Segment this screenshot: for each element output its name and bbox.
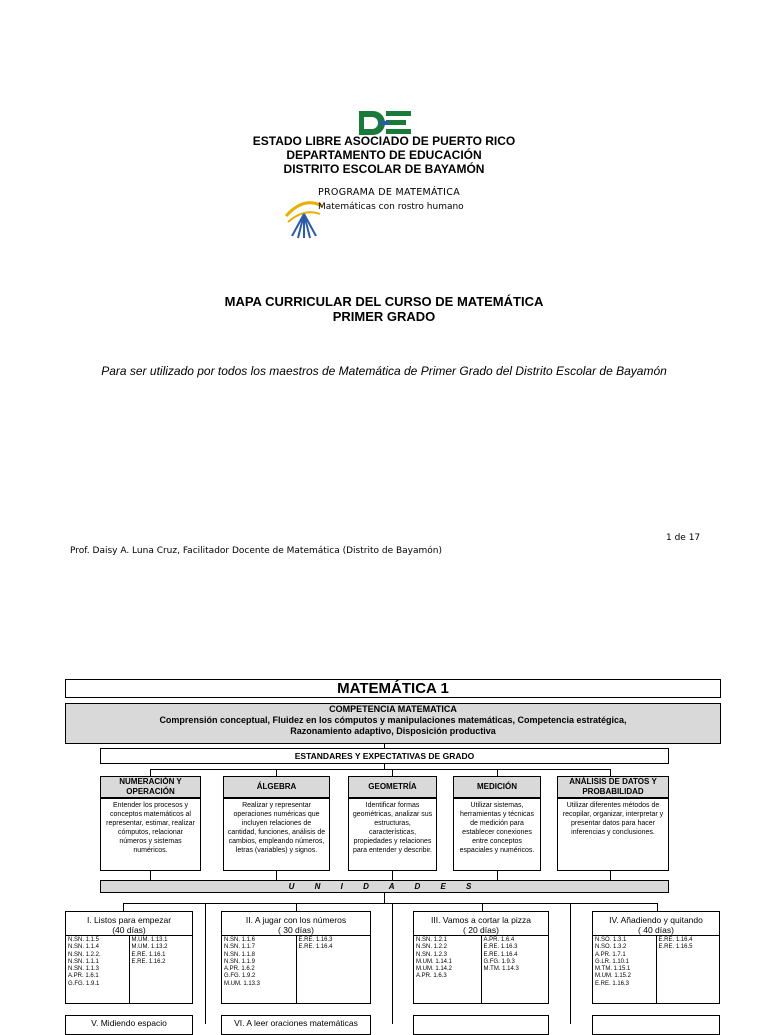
units-banner: U N I D A D E S (100, 880, 669, 893)
unit-codes-col-2: A.PR. 1.6.4 E.RE. 1.16.3 E.RE. 1.16.4 G.FG. 1.9.3 M.TM. 1.14.3 (481, 936, 549, 1003)
standard-body-analisis: Utilizar diferentes métodos de recopilar, organizar, interpretar y presentar datos para hacer inferencias y conclusiones. (557, 798, 669, 871)
author-footer: Prof. Daisy A. Luna Cruz, Facilitador Docente de Matemática (Distrito de Bayamón) (70, 546, 443, 556)
standard-body-geometria: Identificar formas geométricas, analizar sus estructuras, características, propiedades y relaciones para entender y describir. (348, 798, 437, 871)
unit-title: II. A jugar con los números ( 30 días) (222, 912, 370, 936)
standard-head-algebra: ÁLGEBRA (223, 776, 330, 798)
standard-head-numeracion: NUMERACIÓN Y OPERACIÓN (100, 776, 201, 798)
unit-codes-col-2: M.UM. 1.13.1 M.UM. 1.13.2 E.RE. 1.16.1 E.RE. 1.16.2 (129, 936, 193, 1003)
org-line-2: DEPARTAMENTO DE EDUCACIÓN (286, 148, 482, 162)
competency-box (65, 703, 721, 744)
map-title: MATEMÁTICA 1 (65, 679, 721, 698)
standards-title: ESTANDARES Y EXPECTATIVAS DE GRADO (100, 748, 669, 764)
document-title (0, 294, 768, 324)
unit-card-6: VI. A leer oraciones matemáticas (221, 1015, 371, 1035)
unit-card-2 (221, 911, 371, 1004)
standard-head-medicion: MEDICIÓN (453, 776, 541, 798)
document-title-line-1: MAPA CURRICULAR DEL CURSO DE MATEMÁTICA (224, 294, 544, 309)
unit-codes-col-1: N.SN. 1.1.5 N.SN. 1.1.4 N.SN. 1.2.2. N.SN. 1.1.1 N.SN. 1.1.3 A.PR. 1.6.1 G.FG. 1.9.1 (68, 937, 101, 987)
unit-codes-col-1: N.SO. 1.3.1 N.SO. 1.3.2 A.PR. 1.7.1 G.LR. 1.10.1 M.TM. 1.15.1 M.UM. 1.15.2 E.RE. 1.16.3 (595, 937, 632, 987)
competency-title: COMPETENCIA MATEMATICA (329, 704, 457, 714)
standard-body-numeracion: Entender los procesos y conceptos matemáticos al representar, estimar, realizar cómputos, relacionar números y sistemas numéricos. (100, 798, 201, 871)
purpose-statement: Para ser utilizado por todos los maestros de Matemática de Primer Grado del Distrito Escolar de Bayamón (101, 364, 667, 378)
standard-head-analisis: ANÁLISIS DE DATOS Y PROBABILIDAD (557, 776, 669, 798)
program-subtitle: Matemáticas con rostro humano (318, 202, 464, 212)
program-title: PROGRAMA DE MATEMÁTICA (318, 187, 460, 198)
page-number: 1 de 17 (666, 533, 701, 543)
unit-card-5: V. Midiendo espacio (65, 1015, 193, 1035)
unit-card-4 (592, 911, 720, 1004)
unit-title: III. Vamos a cortar la pizza ( 20 días) (414, 912, 548, 936)
document-title-line-2: PRIMER GRADO (332, 309, 436, 324)
unit-card-1 (65, 911, 193, 1004)
org-line-1: ESTADO LIBRE ASOCIADO DE PUERTO RICO (252, 134, 516, 148)
standard-head-geometria: GEOMETRÍA (348, 776, 437, 798)
unit-title: I. Listos para empezar (40 días) (66, 912, 192, 936)
unit-codes-col-2: E.RE. 1.16.4 E.RE. 1.16.5 (656, 936, 720, 1003)
unit-card-3 (413, 911, 549, 1004)
unit-codes-col-1: N.SN. 1.2.1 N.SN. 1.2.2 N.SN. 1.2.3 M.UM. 1.14.1 M.UM. 1.14.2 A.PR. 1.6.3 (416, 937, 453, 980)
unit-card-7 (413, 1015, 549, 1035)
unit-codes-col-1: N.SN. 1.1.6 N.SN. 1.1.7 N.SN. 1.1.8 N.SN. 1.1.9 A.PR. 1.6.2 G.FG. 1.9.2 M.UM. 1.13.3 (224, 937, 261, 987)
standard-body-algebra: Realizar y representar operaciones numéricas que incluyen relaciones de cantidad, funciones, análisis de cambios, empleando números, letras (variables) y signos. (223, 798, 330, 871)
unit-codes-col-2: E.RE. 1.16.3 E.RE. 1.16.4 (296, 936, 371, 1003)
organization-heading (0, 134, 768, 176)
competency-line-2: Razonamiento adaptivo, Disposición productiva (290, 726, 496, 736)
unit-title: IV. Añadiendo y quitando ( 40 días) (593, 912, 719, 936)
unit-card-8 (592, 1015, 720, 1035)
competency-line-1: Comprensión conceptual, Fluidez en los cómputos y manipulaciones matemáticas, Competencia estratégica, (159, 715, 627, 725)
org-line-3: DISTRITO ESCOLAR DE BAYAMÓN (283, 162, 485, 176)
standard-body-medicion: Utilizar sistemas, herramientas y técnicas de medición para establecer conexiones entre conceptos espaciales y numéricos. (453, 798, 541, 871)
